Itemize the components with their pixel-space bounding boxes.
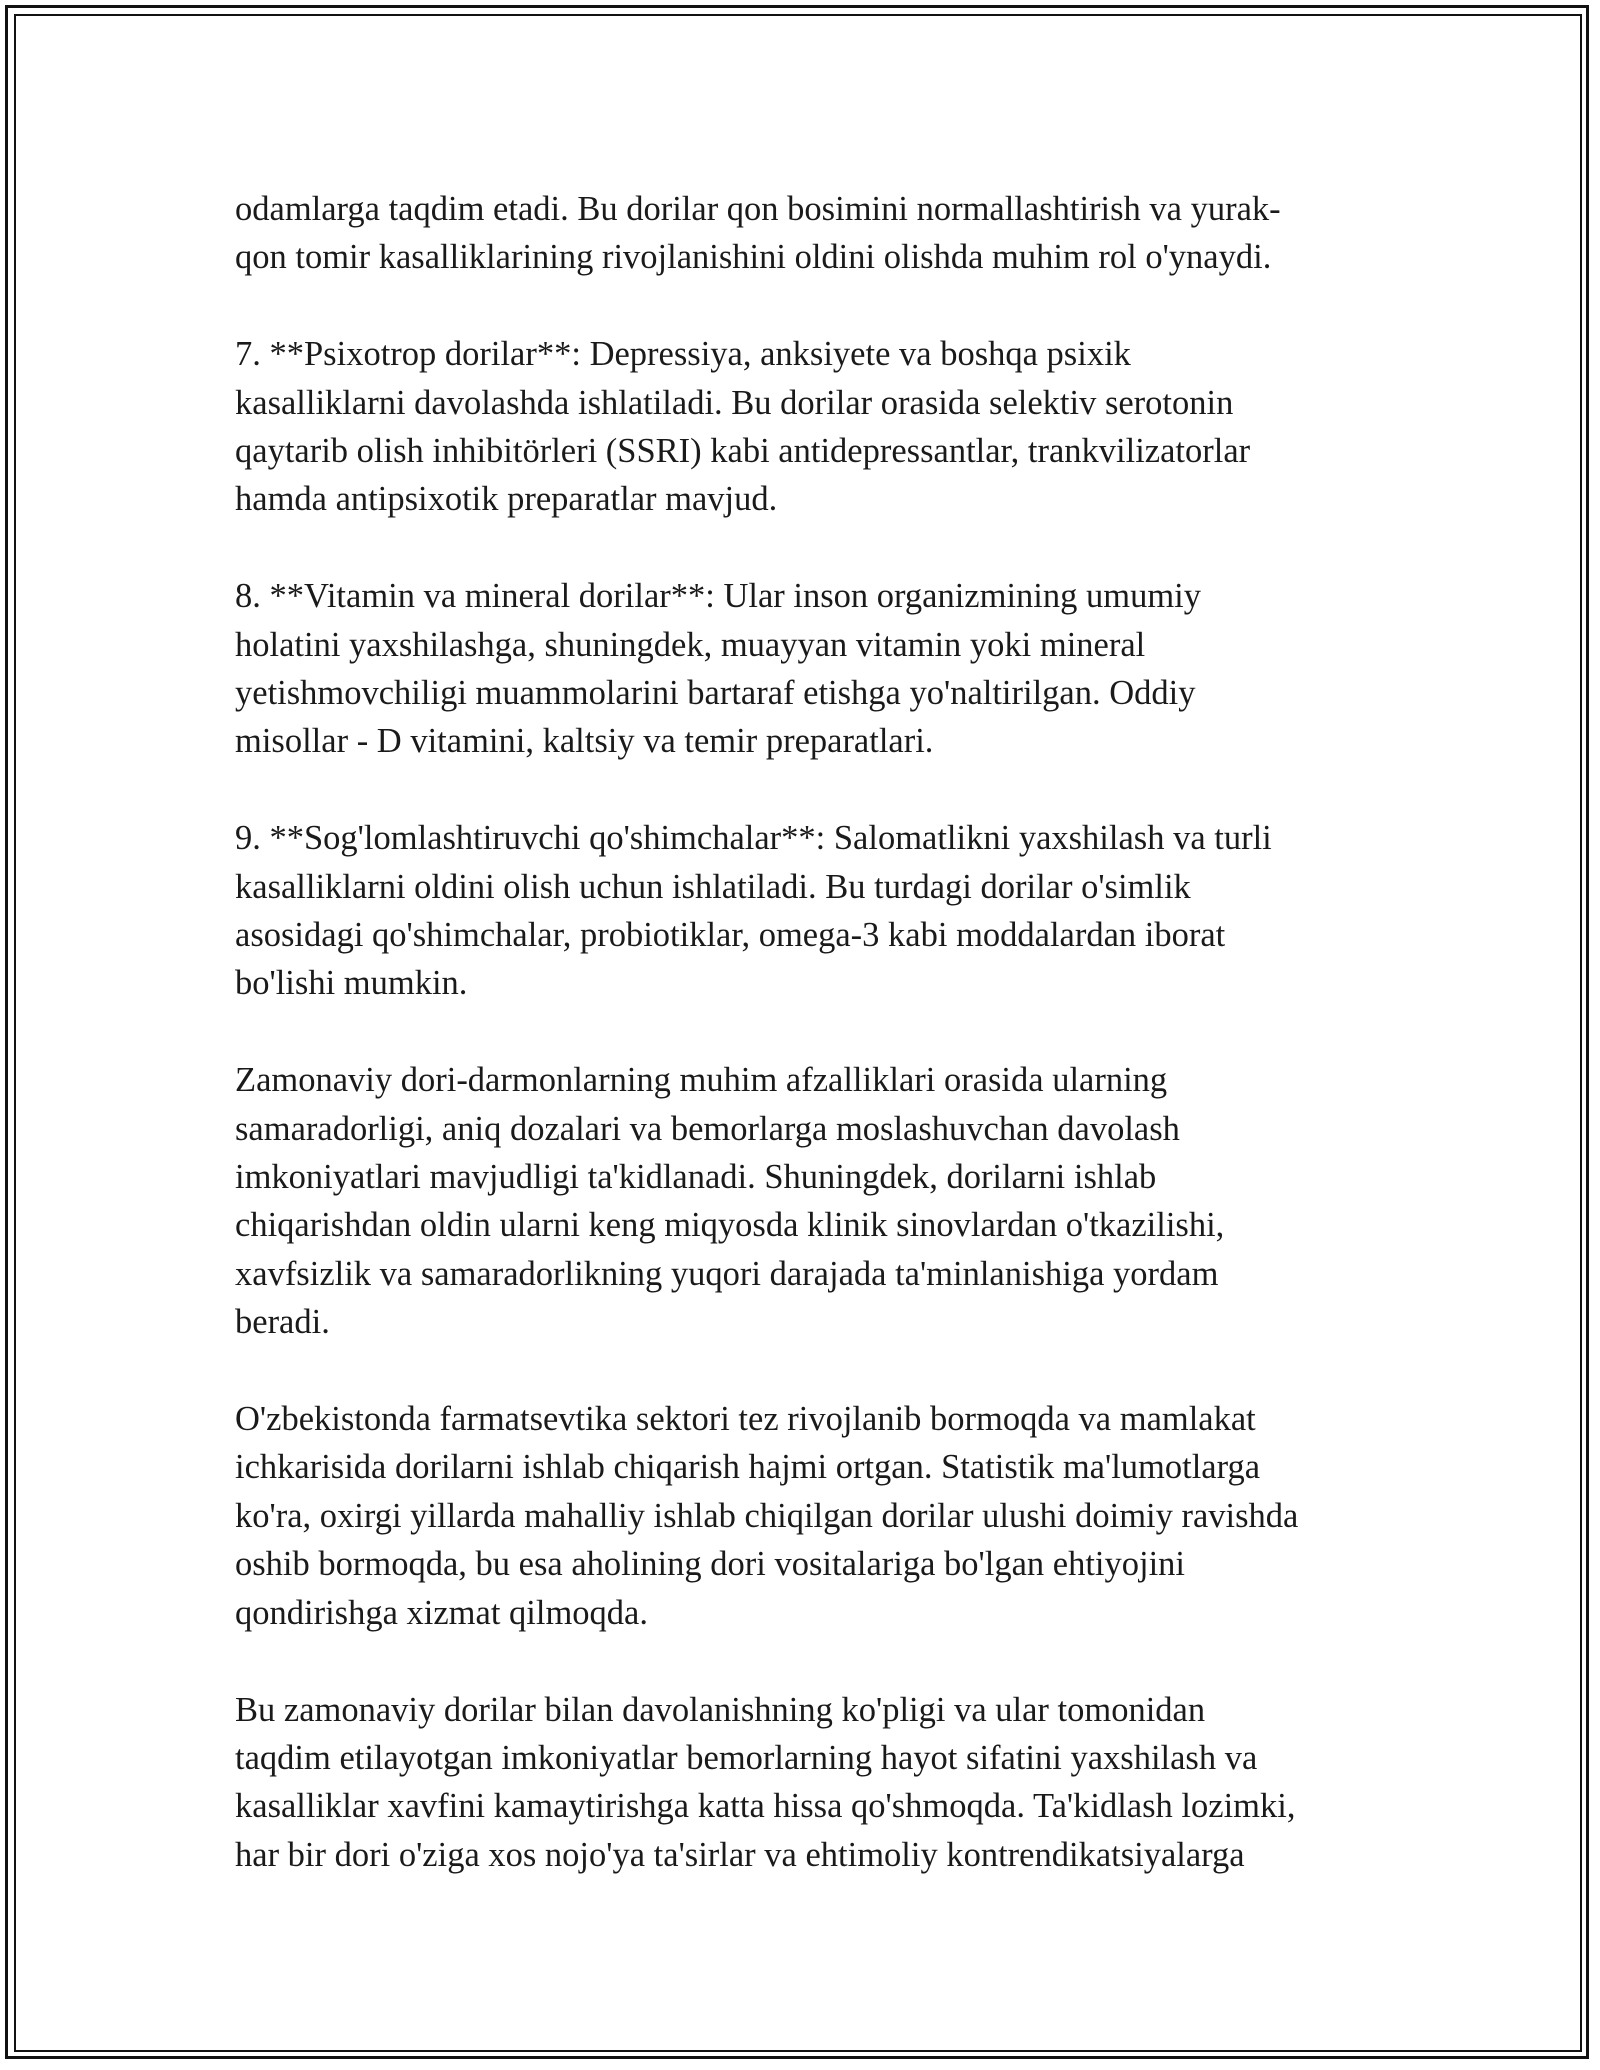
text-line: kasalliklarni davolashda ishlatiladi. Bu dorilar orasida selektiv serotonin: [235, 383, 1234, 422]
text-line: 9. **Sog'lomlashtiruvchi qo'shimchalar**: Salomatlikni yaxshilash va turli: [235, 819, 1272, 858]
text-line: oshib bormoqda, bu esa aholining dori vositalariga bo'lgan ehtiyojini: [235, 1545, 1186, 1584]
text-line: bo'lishi mumkin.: [235, 964, 468, 1003]
text-line: samaradorligi, aniq dozalari va bemorlarga moslashuvchan davolash: [235, 1109, 1180, 1148]
list-item-qoshimchalar: [235, 814, 1380, 1008]
text-line: kasalliklarni oldini olish uchun ishlatiladi. Bu turdagi dorilar o'simlik: [235, 867, 1191, 906]
paragraph: [235, 1395, 1380, 1637]
text-line: kasalliklar xavfini kamaytirishga katta hissa qo'shmoqda. Ta'kidlash lozimki,: [235, 1787, 1296, 1826]
text-line: beradi.: [235, 1303, 330, 1342]
list-item-vitamin: [235, 572, 1380, 766]
text-line: asosidagi qo'shimchalar, probiotiklar, omega-3 kabi moddalardan iborat: [235, 916, 1226, 955]
text-line: Zamonaviy dori-darmonlarning muhim afzalliklari orasida ularning: [235, 1061, 1168, 1100]
text-line: yetishmovchiligi muammolarini bartaraf etishga yo'naltirilgan. Oddiy: [235, 674, 1196, 713]
text-line: ichkarisida dorilarni ishlab chiqarish hajmi ortgan. Statistik ma'lumotlarga: [235, 1448, 1261, 1487]
text-line: xavfsizlik va samaradorlikning yuqori darajada ta'minlanishiga yordam: [235, 1254, 1219, 1293]
list-item-psixotrop: [235, 330, 1380, 524]
text-line: qon tomir kasalliklarining rivojlanishini oldini olishda muhim rol o'ynaydi.: [235, 238, 1272, 277]
text-line: qondirishga xizmat qilmoqda.: [235, 1593, 648, 1632]
paragraph: [235, 1686, 1380, 1880]
text-line: qaytarib olish inhibitörleri (SSRI) kabi antidepressantlar, trankvilizatorlar: [235, 432, 1251, 471]
text-line: odamlarga taqdim etadi. Bu dorilar qon bosimini normallashtirish va yurak-: [235, 190, 1281, 228]
text-line: chiqarishdan oldin ularni keng miqyosda klinik sinovlardan o'tkazilishi,: [235, 1206, 1225, 1245]
text-line: 8. **Vitamin va mineral dorilar**: Ular inson organizmining umumiy: [235, 577, 1201, 616]
text-line: misollar - D vitamini, kaltsiy va temir preparatlari.: [235, 722, 934, 761]
text-line: imkoniyatlari mavjudligi ta'kidlanadi. Shuningdek, dorilarni ishlab: [235, 1158, 1157, 1197]
text-line: Bu zamonaviy dorilar bilan davolanishning ko'pligi va ular tomonidan: [235, 1690, 1206, 1729]
paragraph: [235, 185, 1380, 282]
document-body: [235, 185, 1380, 1928]
text-line: taqdim etilayotgan imkoniyatlar bemorlarning hayot sifatini yaxshilash va: [235, 1738, 1258, 1777]
text-line: ko'ra, oxirgi yillarda mahalliy ishlab chiqilgan dorilar ulushi doimiy ravishda: [235, 1496, 1299, 1535]
text-line: holatini yaxshilashga, shuningdek, muayyan vitamin yoki mineral: [235, 625, 1146, 664]
text-line: O'zbekistonda farmatsevtika sektori tez rivojlanib bormoqda va mamlakat: [235, 1400, 1256, 1439]
text-line: har bir dori o'ziga xos nojo'ya ta'sirlar va ehtimoliy kontrendikatsiyalarga: [235, 1835, 1245, 1874]
text-line: hamda antipsixotik preparatlar mavjud.: [235, 480, 778, 519]
paragraph: [235, 1056, 1380, 1346]
text-line: 7. **Psixotrop dorilar**: Depressiya, anksiyete va boshqa psixik: [235, 335, 1131, 374]
